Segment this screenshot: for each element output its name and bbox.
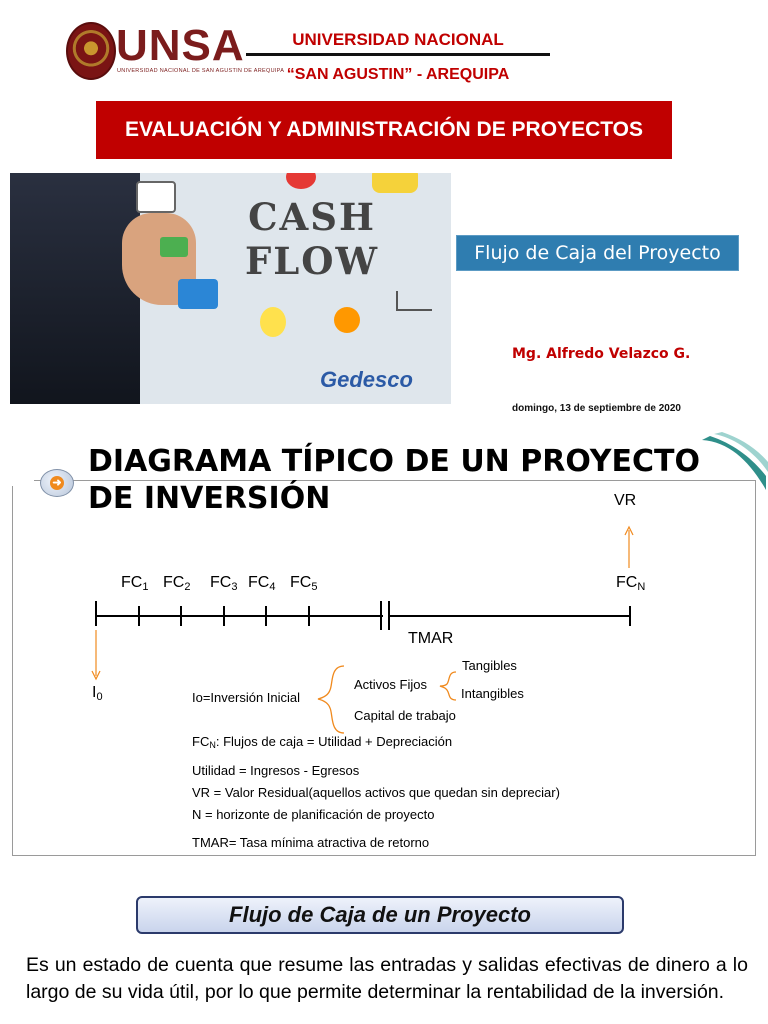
i0-subscript: 0	[96, 691, 103, 703]
fc4-text: FC	[248, 574, 270, 591]
course-title-banner: EVALUACIÓN Y ADMINISTRACIÓN DE PROYECTOS	[96, 101, 672, 159]
business-suit-shape	[10, 173, 140, 404]
university-location: “SAN AGUSTIN” - AREQUIPA	[286, 66, 510, 83]
fcn-subscript: N	[637, 581, 646, 593]
header-divider	[246, 53, 550, 56]
target-icon	[286, 173, 316, 189]
section-title: Flujo de Caja de un Proyecto	[136, 896, 624, 934]
i0-text: I	[92, 684, 97, 701]
tmar-definition: TMAR= Tasa mínima atractiva de retorno	[192, 835, 430, 850]
capital-label: Capital de trabajo	[354, 708, 456, 723]
fc5-subscript: 5	[311, 581, 318, 593]
i0-label	[92, 684, 103, 703]
fc3-text: FC	[210, 574, 232, 591]
lightbulb-icon	[260, 307, 286, 337]
fcn-def-rest: : Flujos de caja = Utilidad + Depreciación	[215, 734, 453, 749]
topic-box: Flujo de Caja del Proyecto	[456, 235, 739, 271]
fcn-text: FC	[616, 574, 638, 591]
fc3-label	[210, 574, 237, 593]
cash-flow-image-text: CASH FLOW	[244, 195, 380, 283]
fc2-text: FC	[163, 574, 185, 591]
fc1-label	[121, 574, 148, 593]
tmar-label: TMAR	[408, 630, 454, 647]
diagram-title: DIAGRAMA TÍPICO DE UN PROYECTO DE INVERSIÓN	[88, 444, 700, 516]
university-name: UNIVERSIDAD NACIONAL	[292, 30, 504, 49]
vr-definition: VR = Valor Residual(aquellos activos que quedan sin depreciar)	[192, 785, 560, 800]
bullet-arrow-glyph: ➜	[50, 476, 64, 490]
fc1-subscript: 1	[142, 581, 149, 593]
cash-flow-illustration	[10, 173, 451, 404]
fcn-definition	[192, 734, 452, 750]
gedesco-brand: Gedesco	[320, 367, 413, 392]
fc4-label	[248, 574, 275, 593]
vr-label: VR	[614, 492, 637, 509]
io-definition: Io=Inversión Inicial	[192, 690, 301, 705]
presentation-date: domingo, 13 de septiembre de 2020	[512, 403, 681, 414]
chart-icon	[136, 181, 176, 213]
arrows-icon	[160, 237, 188, 257]
logo-subtitle: UNIVERSIDAD NACIONAL DE SAN AGUSTIN DE AREQUIPA	[117, 68, 285, 74]
activos-fijos-label: Activos Fijos	[354, 677, 427, 692]
intangibles-label: Intangibles	[461, 686, 524, 701]
fc4-subscript: 4	[269, 581, 276, 593]
fcn-def-subscript: N	[209, 740, 216, 750]
author-name: Mg. Alfredo Velazco G.	[512, 346, 691, 362]
line-chart-icon	[396, 291, 432, 311]
tangibles-label: Tangibles	[462, 658, 517, 673]
fc5-text: FC	[290, 574, 312, 591]
globe-icon	[334, 307, 360, 333]
fcn-def-prefix: FC	[192, 734, 210, 749]
fc2-label	[163, 574, 190, 593]
speech-bubble-icon	[372, 173, 418, 193]
frame-gap	[12, 476, 34, 486]
bullet-arrow-icon	[40, 469, 74, 497]
fc2-subscript: 2	[184, 581, 191, 593]
fc3-subscript: 3	[231, 581, 238, 593]
mail-icon	[178, 279, 218, 309]
section-paragraph: Es un estado de cuenta que resume las entradas y salidas efectivas de dinero a lo largo de su vida útil, por lo que permite determinar la rentabilidad de la inversión.	[26, 954, 748, 1003]
university-seal-logo	[66, 22, 116, 80]
utilidad-definition: Utilidad = Ingresos - Egresos	[192, 763, 360, 778]
n-definition: N = horizonte de planificación de proyecto	[192, 807, 435, 822]
fc5-label	[290, 574, 317, 593]
fc1-text: FC	[121, 574, 143, 591]
unsa-logo-text: UNSA	[116, 21, 245, 70]
fcn-label	[616, 574, 645, 593]
